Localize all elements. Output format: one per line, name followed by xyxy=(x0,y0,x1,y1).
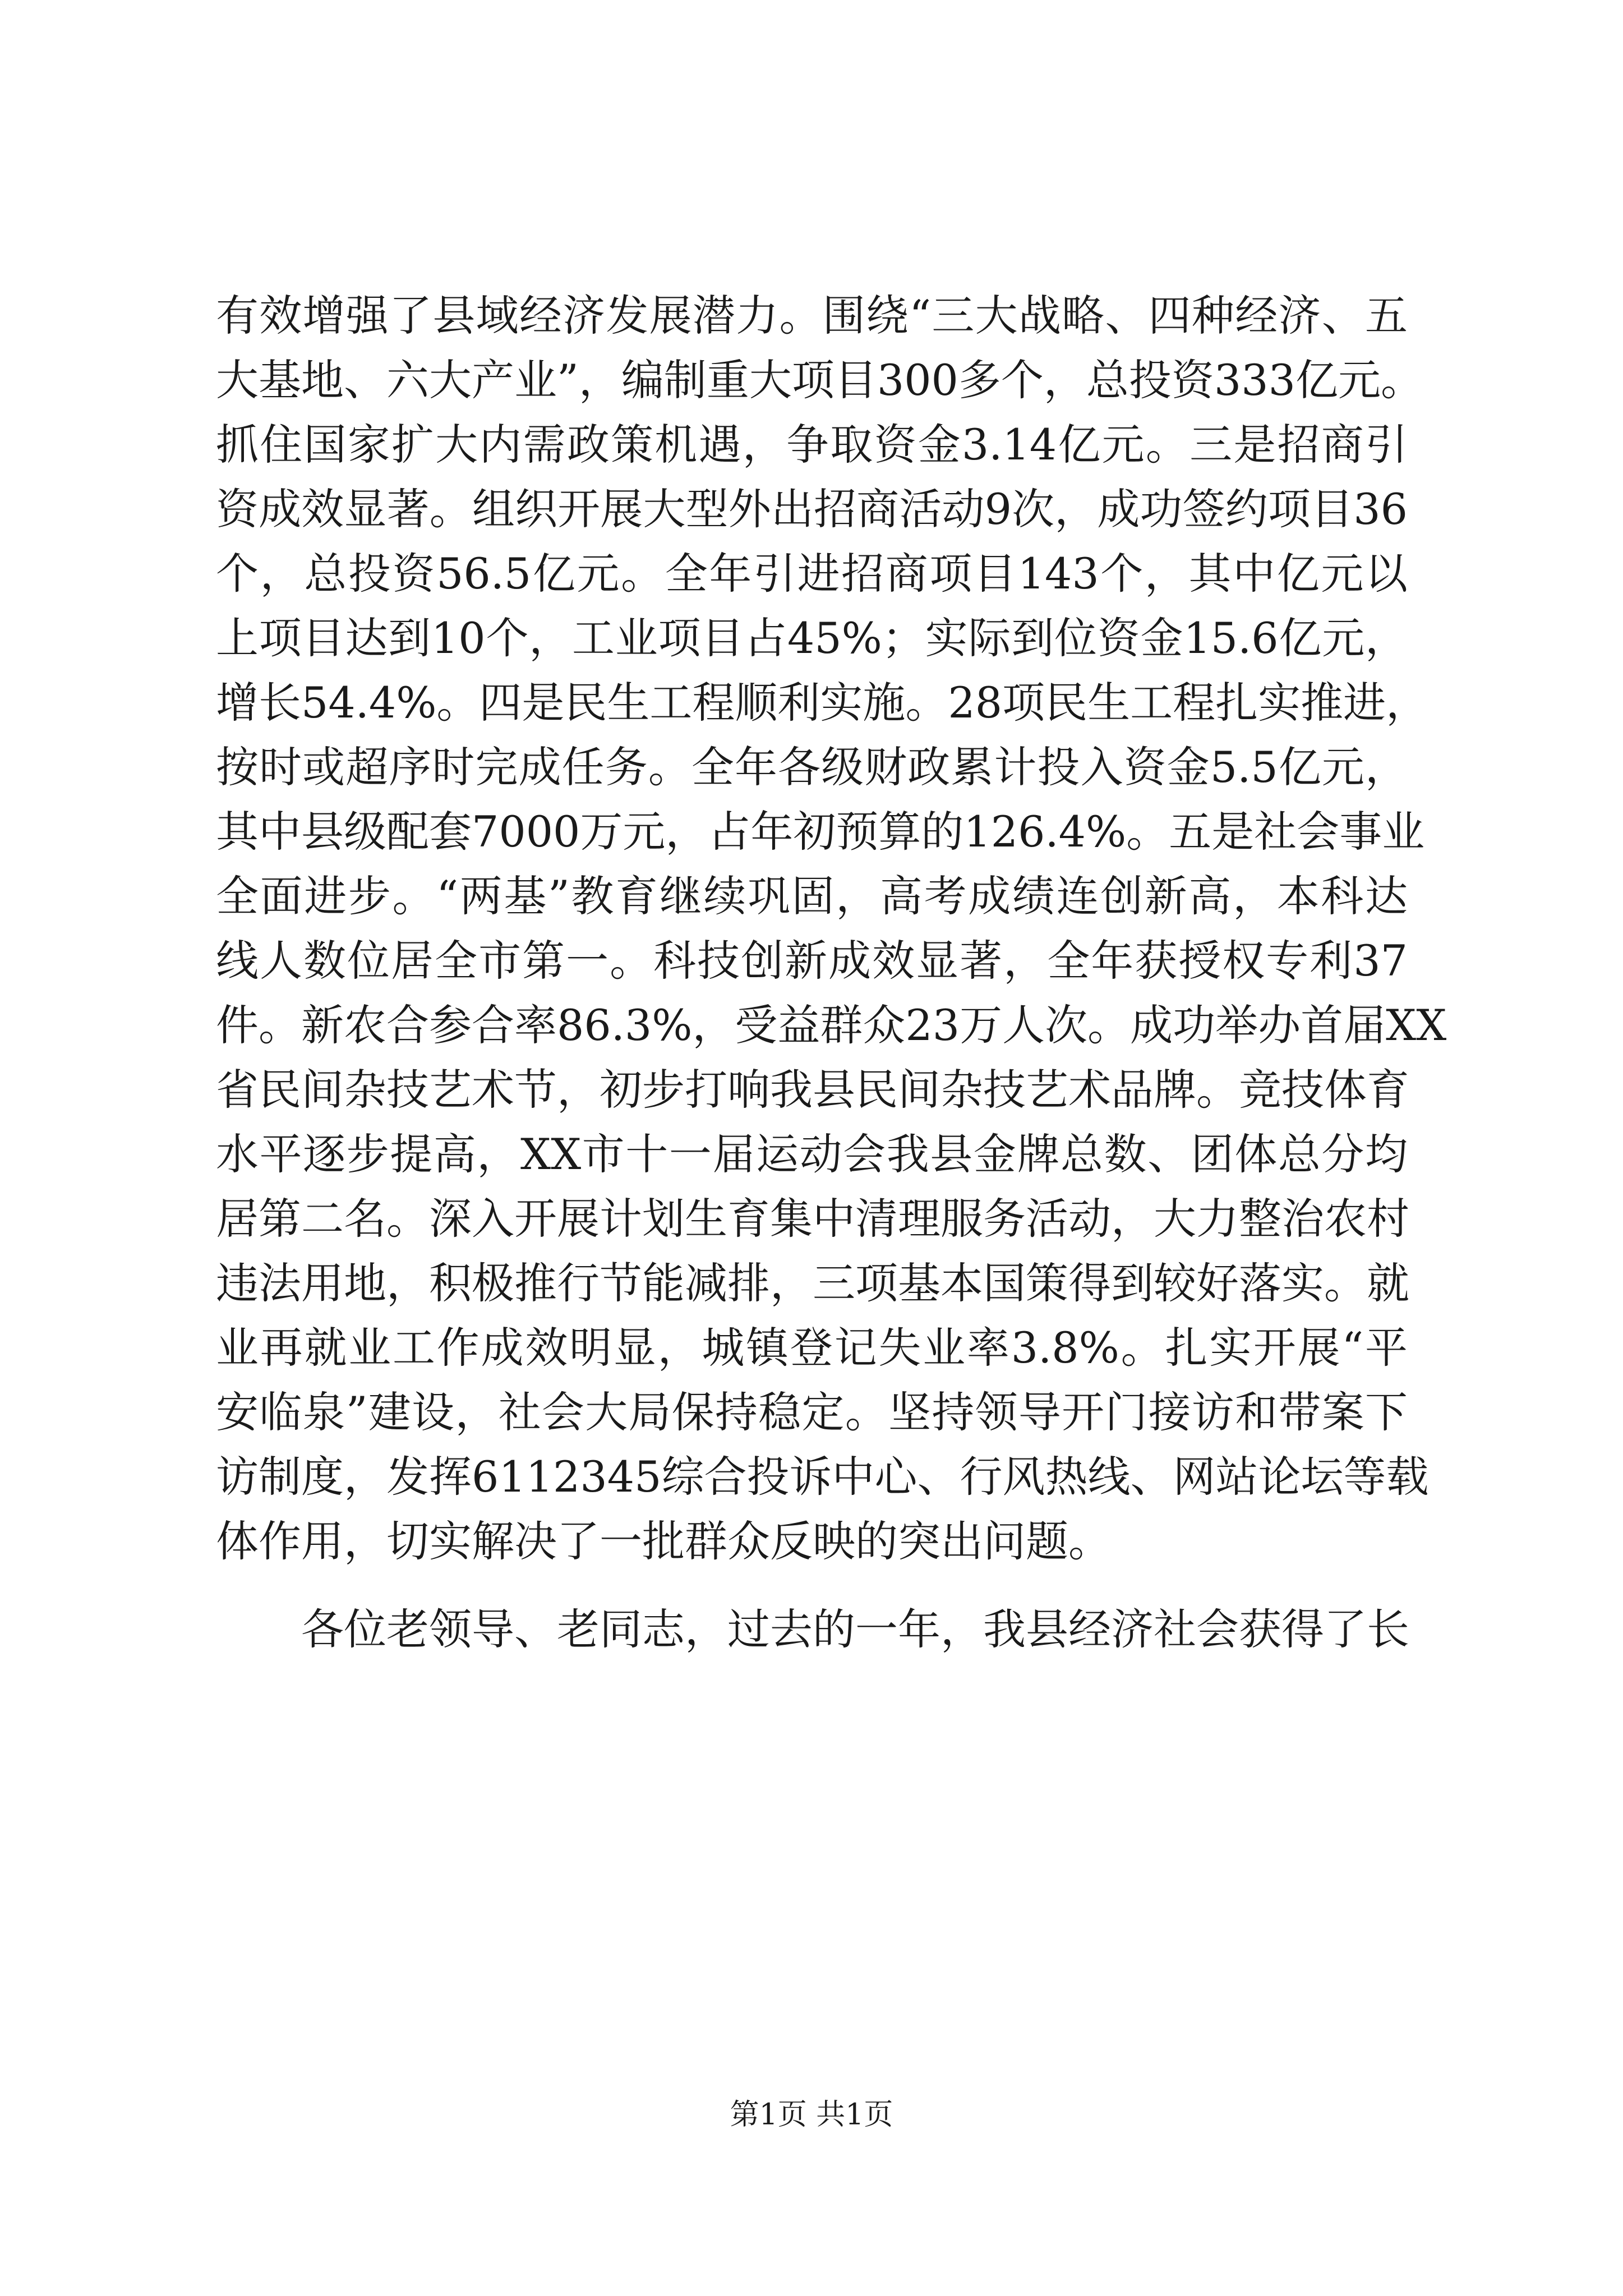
paragraph-1-line-11: 线人数位居全市第一。科技创新成效显著，全年获授权专利37 xyxy=(216,936,1408,986)
paragraph-1-line-13: 省民间杂技艺术节，初步打响我县民间杂技艺术品牌。竞技体育 xyxy=(216,1065,1409,1115)
paragraph-1-line-2: 大基地、六大产业”，编制重大项目300多个，总投资333亿元。 xyxy=(216,355,1423,405)
paragraph-1-line-4: 资成效显著。组织开展大型外出招商活动9次，成功签约项目36 xyxy=(216,484,1408,534)
document-body xyxy=(216,283,1447,1662)
paragraph-1-line-9: 其中县级配套7000万元，占年初预算的126.4%。五是社会事业 xyxy=(216,807,1425,857)
paragraph-1-line-7: 增长54.4%。四是民生工程顺利实施。28项民生工程扎实推进， xyxy=(216,678,1429,728)
paragraph-1-line-17: 业再就业工作成效明显，城镇登记失业率3.8%。扎实开展“平 xyxy=(216,1323,1408,1373)
paragraph-1-line-18: 安临泉”建设，社会大局保持稳定。坚持领导开门接访和带案下 xyxy=(216,1387,1408,1437)
paragraph-1-line-12: 件。新农合参合率86.3%，受益群众23万人次。成功举办首届XX xyxy=(216,1000,1447,1050)
page-footer xyxy=(0,2095,1623,2134)
paragraph-1-line-6: 上项目达到10个，工业项目占45%；实际到位资金15.6亿元， xyxy=(216,613,1408,663)
paragraph-1-line-8: 按时或超序时完成任务。全年各级财政累计投入资金5.5亿元， xyxy=(216,742,1408,792)
paragraph-2-line-1: 各位老领导、老同志，过去的一年，我县经济社会获得了长 xyxy=(301,1604,1409,1654)
paragraph-1-line-20: 体作用，切实解决了一批群众反映的突出问题。 xyxy=(216,1516,1111,1566)
paragraph-1-line-16: 违法用地，积极推行节能减排，三项基本国策得到较好落实。就 xyxy=(216,1258,1409,1308)
paragraph-1-line-3: 抓住国家扩大内需政策机遇，争取资金3.14亿元。三是招商引 xyxy=(216,420,1408,470)
paragraph-1-line-10: 全面进步。“两基”教育继续巩固，高考成绩连创新高，本科达 xyxy=(216,871,1408,921)
paragraph-1-line-1: 有效增强了县域经济发展潜力。围绕“三大战略、四种经济、五 xyxy=(216,291,1408,341)
paragraph-1-line-15: 居第二名。深入开展计划生育集中清理服务活动，大力整治农村 xyxy=(216,1194,1409,1244)
paragraph-1-line-5: 个，总投资56.5亿元。全年引进招商项目143个，其中亿元以 xyxy=(216,549,1408,599)
paragraph-1-line-14: 水平逐步提高，XX市十一届运动会我县金牌总数、团体总分均 xyxy=(216,1129,1408,1179)
paragraph-1-line-19: 访制度，发挥6112345综合投诉中心、行风热线、网站论坛等载 xyxy=(216,1452,1429,1502)
paragraph-gap xyxy=(216,1573,1408,1597)
page-number-label: 第1页 共1页 xyxy=(730,2098,893,2132)
